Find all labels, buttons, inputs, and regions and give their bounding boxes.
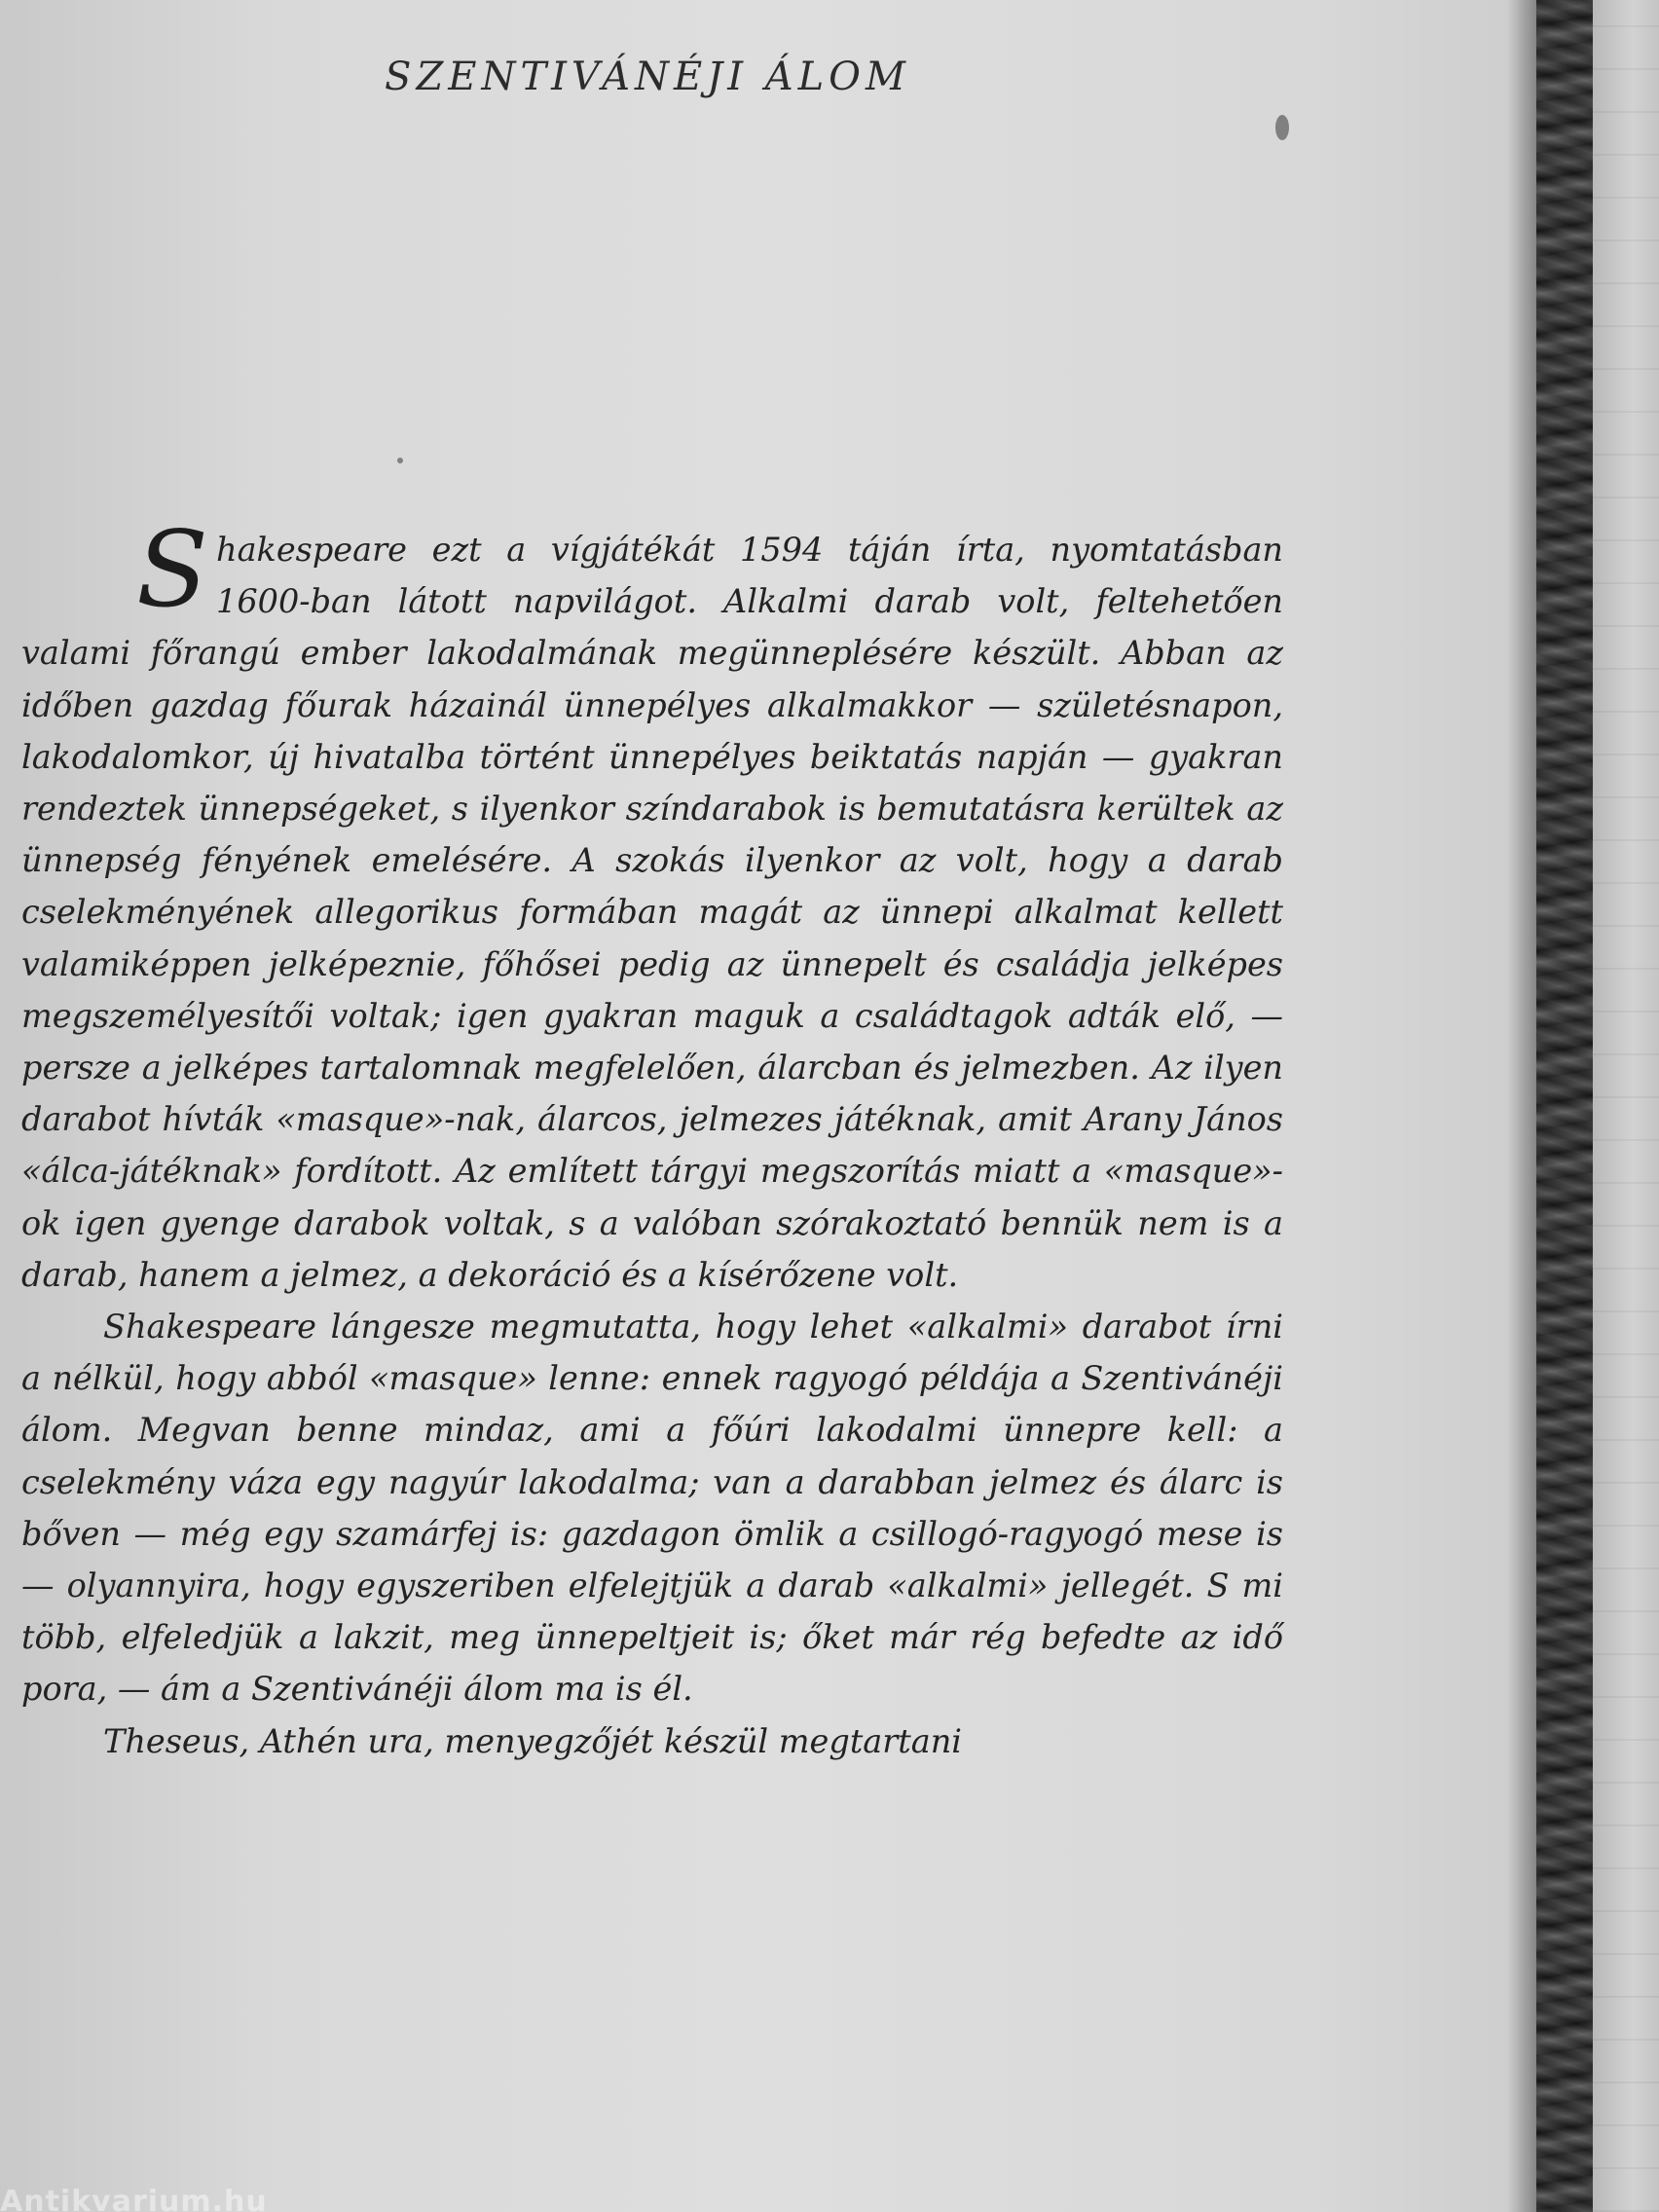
gutter-shadow [1507,0,1536,2212]
book-spine [1536,0,1593,2212]
paragraph-1 [21,509,1283,1301]
paragraph-2: Shakespeare lángesze megmutatta, hogy lehet «alkalmi» darabot írni a nélkül, hogy abból «masque» lenne: ennek ragyogó példája a Szentivánéji álom. Megvan benne mindaz, ami a főúri lakodalmi ünnepre kell: a cselekmény váza egy nagyúr lakodalma; van a darabban jelmez és álarc is bőven — még egy szamárfej is: gazdagon ömlik a csillogó-ragyogó mese is — olyannyira, hogy egyszeriben elfelejtjük a darab «alkalmi» jellegét. S mi több, elfeledjük a lakzit, meg ünnepeltjeit is; őket már rég befedte az idő pora, — ám a Szentivánéji álom ma is él. [21,1308,1283,1709]
body-text [21,509,1283,1767]
facing-page-edge [1593,0,1659,2212]
watermark: Antikvarium.hu [0,2185,268,2212]
ink-smudge [1275,115,1289,140]
paragraph-1-text: hakespeare ezt a vígjátékát 1594 táján írta, nyomtatásban 1600-ban látott napvilágot. Alkalmi darab volt, feltehetően valami főrangú ember lakodalmának megünneplésére készült. Abban az időben gazdag főurak házainál ünnepélyes alkalmakkor — születésnapon, lakodalomkor, új hivatalba történt ünnepélyes beiktatás napján — gyakran rendeztek ünnepségeket, s ilyenkor színdarabok is bemutatásra kerültek az ünnepség fényének emelésére. A szokás ilyenkor az volt, hogy a darab cselekményének allegorikus formában magát az ünnepi alkalmat kellett valamiképpen jelképeznie, főhősei pedig az ünnepelt és családja jelképes megszemélyesítői voltak; igen gyakran maguk a családtagok adták elő, — persze a jelképes tartalomnak megfelelően, álarcban és jelmezben. Az ilyen darabot hívták «masque»-nak, álarcos, jelmezes játéknak, amit Arany János «álca-játéknak» fordított. Az említett tárgyi megszorítás miatt a «masque»-ok igen gyenge darabok voltak, s a valóban szórakoztató bennük nem is a darab, hanem a jelmez, a dekoráció és a kísérőzene volt. [21,531,1283,1294]
drop-cap: S [136,509,208,631]
running-title: SZENTIVÁNÉJI ÁLOM [385,55,910,99]
ink-dot [397,458,403,463]
paragraph-3: Theseus, Athén ura, menyegzőjét készül megtartani [103,1721,962,1760]
